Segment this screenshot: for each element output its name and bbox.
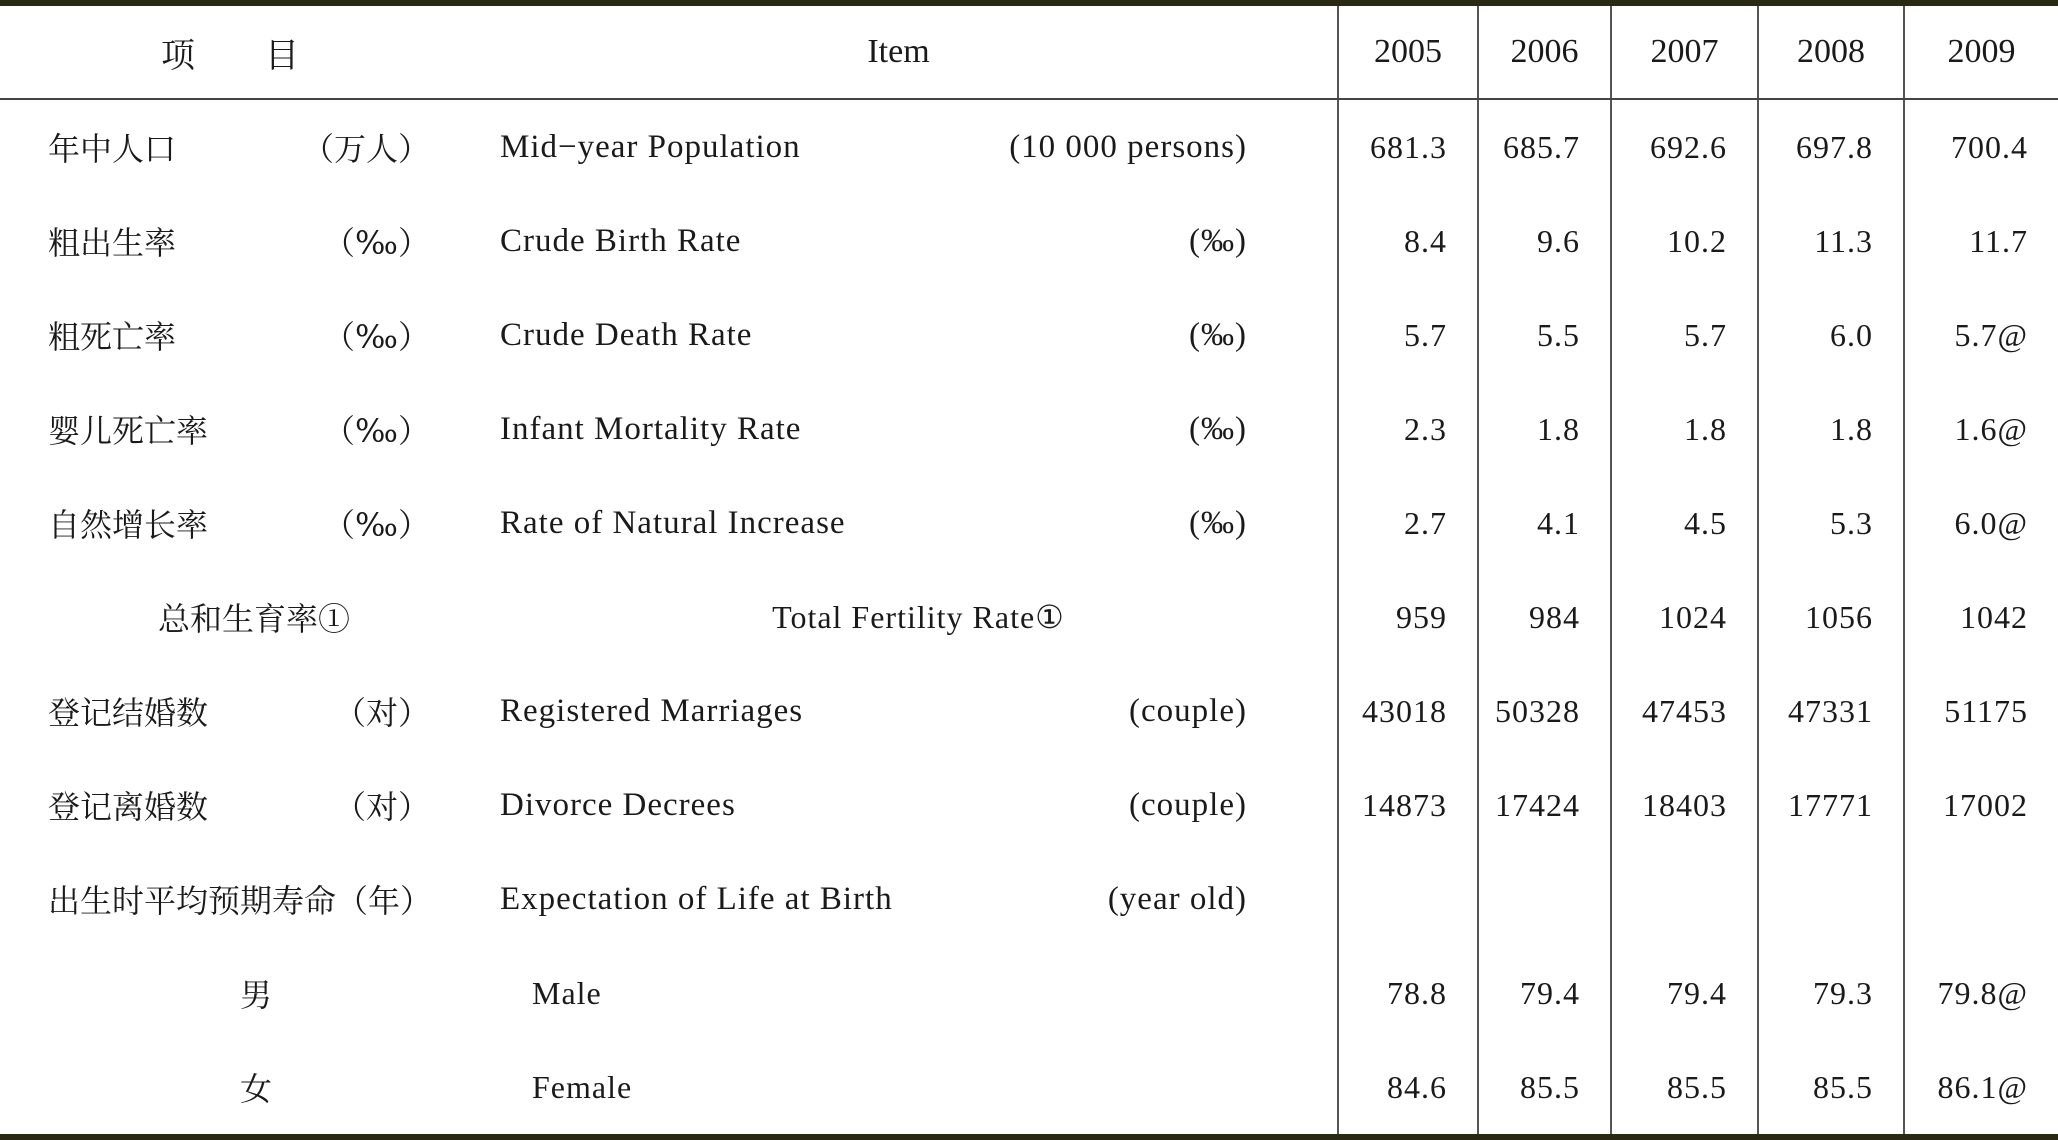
cell-2006: 17424	[1478, 758, 1611, 852]
cell-2007: 1.8	[1611, 382, 1758, 476]
row-name-en: Infant Mortality Rate	[500, 410, 802, 447]
cell-2008: 697.8	[1758, 99, 1904, 194]
row-name-en: Registered Marriages	[500, 692, 804, 729]
row-unit-en: (couple)	[1129, 692, 1247, 729]
cell-2009: 1.6@	[1904, 382, 2058, 476]
cell-2008: 11.3	[1758, 194, 1904, 288]
cell-2005: 43018	[1338, 664, 1478, 758]
cell-2007: 85.5	[1611, 1040, 1758, 1137]
row-label-en	[460, 758, 1338, 852]
row-unit-en: (‰)	[1189, 222, 1247, 259]
row-name-en: Mid−year Population	[500, 128, 801, 165]
cell-2008: 1056	[1758, 570, 1904, 664]
row-unit-zh: （‰）	[323, 506, 430, 544]
cell-2009	[1904, 852, 2058, 946]
row-label-zh	[0, 852, 460, 946]
cell-2005: 2.7	[1338, 476, 1478, 570]
table-row	[0, 476, 2058, 570]
row-name-zh: 男	[240, 976, 273, 1014]
row-unit-zh: （对）	[333, 788, 430, 826]
cell-2006: 984	[1478, 570, 1611, 664]
row-label-en	[460, 664, 1338, 758]
row-unit-en: (10 000 persons)	[1009, 128, 1247, 165]
cell-2007	[1611, 852, 1758, 946]
table-row	[0, 99, 2058, 194]
cell-2009: 79.8@	[1904, 946, 2058, 1040]
cell-2009: 1042	[1904, 570, 2058, 664]
row-name-zh: 总和生育率①	[157, 600, 350, 638]
row-name-en: Female	[460, 1040, 1338, 1137]
table-row	[0, 758, 2058, 852]
cell-2006: 85.5	[1478, 1040, 1611, 1137]
cell-2008: 47331	[1758, 664, 1904, 758]
cell-2006: 4.1	[1478, 476, 1611, 570]
row-name-en: Male	[532, 974, 602, 1011]
cell-2005: 681.3	[1338, 99, 1478, 194]
cell-2005: 959	[1338, 570, 1478, 664]
row-unit-zh: （对）	[333, 694, 430, 732]
header-row	[0, 3, 2058, 99]
row-label-zh	[0, 476, 460, 570]
row-unit-en: (year old)	[1107, 880, 1247, 917]
cell-2005: 8.4	[1338, 194, 1478, 288]
row-unit-zh: （万人）	[301, 130, 430, 168]
table-row	[0, 1040, 2058, 1137]
cell-2009: 700.4	[1904, 99, 2058, 194]
cell-2006: 685.7	[1478, 99, 1611, 194]
cell-2008: 85.5	[1758, 1040, 1904, 1137]
row-label-en	[460, 288, 1338, 382]
row-name-zh: 婴儿死亡率	[48, 412, 209, 450]
cell-2006: 1.8	[1478, 382, 1611, 476]
row-unit-en: (couple)	[1129, 786, 1247, 823]
row-name-en: Expectation of Life at Birth	[500, 880, 893, 917]
cell-2007: 5.7	[1611, 288, 1758, 382]
row-name-zh: 粗死亡率	[48, 318, 177, 356]
row-name-en: Crude Birth Rate	[500, 222, 742, 259]
row-label-en	[460, 476, 1338, 570]
row-name-zh: 自然增长率	[48, 506, 209, 544]
row-label-zh	[0, 99, 460, 194]
cell-2005	[1338, 852, 1478, 946]
cell-2005: 5.7	[1338, 288, 1478, 382]
row-name-en: Rate of Natural Increase	[500, 504, 846, 541]
cell-2006: 79.4	[1478, 946, 1611, 1040]
cell-2008: 1.8	[1758, 382, 1904, 476]
row-label-zh	[0, 382, 460, 476]
header-item-zh: 项目	[0, 3, 460, 99]
row-name-en: Divorce Decrees	[500, 786, 736, 823]
table-row	[0, 852, 2058, 946]
header-year-2009: 2009	[1904, 3, 2058, 99]
row-unit-en: (‰)	[1189, 316, 1247, 353]
cell-2005: 14873	[1338, 758, 1478, 852]
cell-2008: 6.0	[1758, 288, 1904, 382]
cell-2009: 86.1@	[1904, 1040, 2058, 1137]
row-unit-zh: （‰）	[323, 318, 430, 356]
cell-2006: 9.6	[1478, 194, 1611, 288]
header-year-2007: 2007	[1611, 3, 1758, 99]
row-unit-zh: （‰）	[323, 224, 430, 262]
cell-2005: 84.6	[1338, 1040, 1478, 1137]
row-label-en	[460, 99, 1338, 194]
header-year-2008: 2008	[1758, 3, 1904, 99]
row-name-zh: 出生时平均预期寿命	[48, 882, 337, 920]
row-label-en	[460, 382, 1338, 476]
header-year-2006: 2006	[1478, 3, 1611, 99]
row-unit-zh: （‰）	[323, 412, 430, 450]
row-name-zh: 粗出生率	[48, 224, 177, 262]
cell-2008: 17771	[1758, 758, 1904, 852]
cell-2005: 2.3	[1338, 382, 1478, 476]
row-name-en: Total Fertility Rate①	[772, 599, 1065, 635]
cell-2007: 79.4	[1611, 946, 1758, 1040]
row-label-zh	[0, 194, 460, 288]
row-label-zh	[0, 758, 460, 852]
cell-2008	[1758, 852, 1904, 946]
cell-2007: 692.6	[1611, 99, 1758, 194]
cell-2009: 51175	[1904, 664, 2058, 758]
header-year-2005: 2005	[1338, 3, 1478, 99]
cell-2006: 5.5	[1478, 288, 1611, 382]
header-item-en: Item	[460, 3, 1338, 99]
cell-2007: 1024	[1611, 570, 1758, 664]
cell-2006	[1478, 852, 1611, 946]
row-label-en	[460, 852, 1338, 946]
row-unit-en: (‰)	[1189, 410, 1247, 447]
cell-2009: 5.7@	[1904, 288, 2058, 382]
row-name-zh: 登记结婚数	[48, 694, 209, 732]
table-row	[0, 946, 2058, 1040]
cell-2007: 4.5	[1611, 476, 1758, 570]
table-row	[0, 664, 2058, 758]
cell-2007: 47453	[1611, 664, 1758, 758]
cell-2009: 6.0@	[1904, 476, 2058, 570]
cell-2008: 79.3	[1758, 946, 1904, 1040]
row-name-zh: 年中人口	[48, 130, 177, 168]
cell-2007: 10.2	[1611, 194, 1758, 288]
cell-2007: 18403	[1611, 758, 1758, 852]
row-label-zh	[0, 664, 460, 758]
cell-2008: 5.3	[1758, 476, 1904, 570]
row-unit-en: (‰)	[1189, 504, 1247, 541]
cell-2005: 78.8	[1338, 946, 1478, 1040]
table-row	[0, 194, 2058, 288]
row-label-en	[460, 194, 1338, 288]
row-name-zh: 登记离婚数	[48, 788, 209, 826]
row-name-en: Crude Death Rate	[500, 316, 753, 353]
cell-2009: 17002	[1904, 758, 2058, 852]
table-row	[0, 570, 2058, 664]
table-row	[0, 382, 2058, 476]
cell-2006: 50328	[1478, 664, 1611, 758]
row-unit-zh: （年）	[336, 882, 433, 920]
row-label-zh	[0, 288, 460, 382]
table-row	[0, 288, 2058, 382]
row-name-zh: 女	[0, 1040, 460, 1137]
cell-2009: 11.7	[1904, 194, 2058, 288]
